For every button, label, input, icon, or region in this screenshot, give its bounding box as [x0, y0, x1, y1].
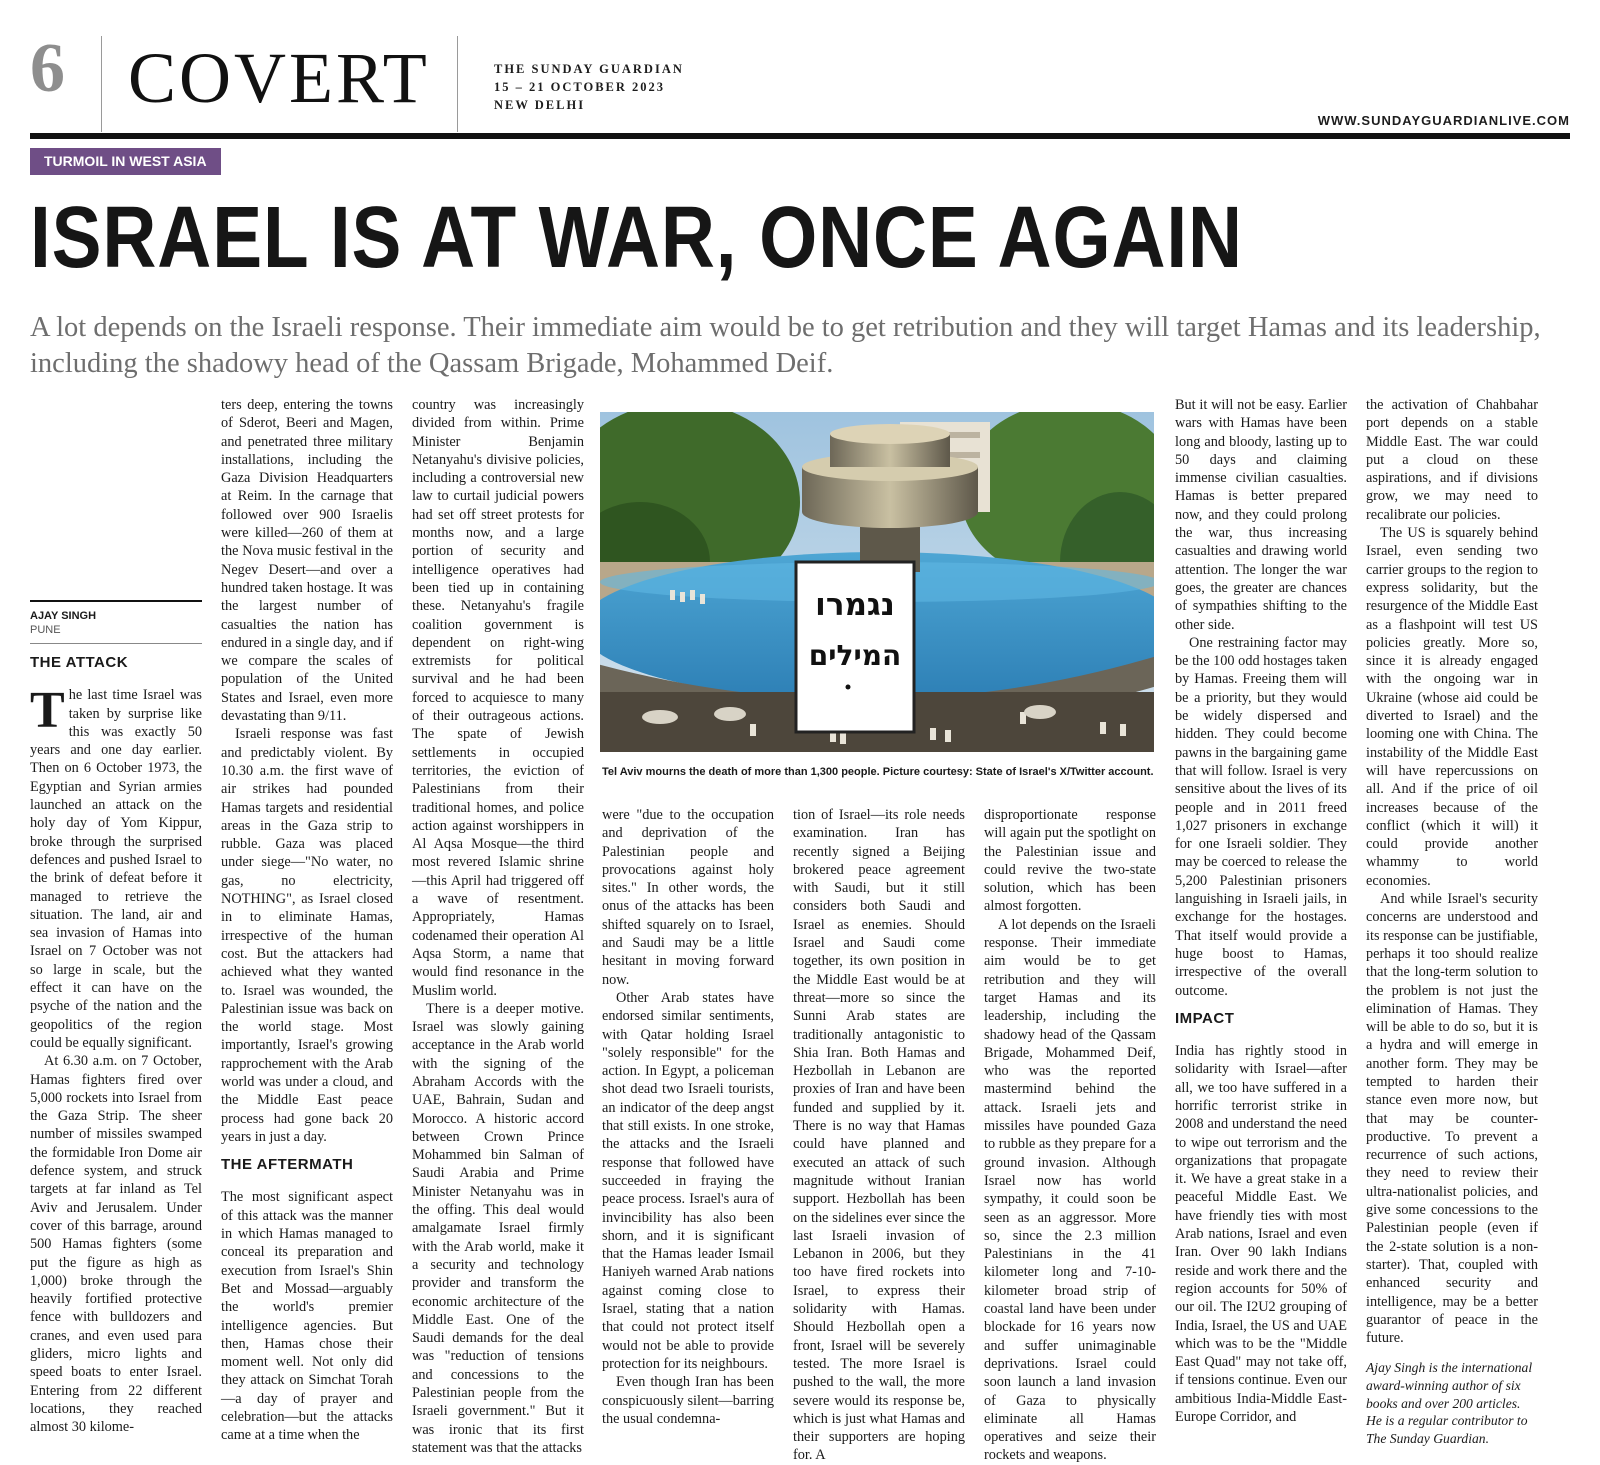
- author-bio: Ajay Singh is the international award-winning author of six books and over 200 articles. He is a regular contributor to The Sunday Guardian.: [1366, 1360, 1533, 1446]
- paragraph: disproportionate response will again put the spotlight on the Palestinian issue and could revive the two-state solution, which has been almost forgotten.: [984, 807, 1156, 915]
- issue-city: NEW DELHI: [494, 98, 586, 113]
- paragraph: India has rightly stood in solidarity with Israel—after all, we too have suffered in a horrific terrorist strike in 2008 and understand the need to wipe out terrorism and the organizations that propagate it. We have a great stake in a peaceful Middle East. We have friendly ties with most Arab nations, Israel and even Iran. Over 90 lakh Indians reside and work there and the region accounts for 50% of our oil. The I2U2 grouping of India, Israel, the US and UAE which was to be the "Middle East Quad" may not take off, if tensions continue. Even our ambitious India-Middle East-Europe Corridor, and: [1175, 1043, 1347, 1426]
- paragraph: were "due to the occupation and deprivation of the Palestinian people and provocations against holy sites." In other words, the onus of the attacks has been shifted squarely on to Israel, and Saudi may be a little hesitant in moving forward now.: [602, 807, 774, 988]
- author-location: PUNE: [30, 624, 61, 636]
- paragraph: Other Arab states have endorsed similar sentiments, with Qatar holding Israel "solely responsible" for the action. In Egypt, a policeman shot dead two Israeli tourists, an indicator of the deep angst that still exists. In one stroke, the attacks and the Israeli response that followed have succeeded in fraying the peace process. Israel's aura of invincibility has also been shorn, and it is significant that the Hamas leader Ismail Haniyeh warned Arab nations against coming close to Israel, stating that a nation that could not protect itself would not be able to provide protection for its neighbours.: [602, 989, 774, 1372]
- drop-cap: T: [30, 682, 65, 740]
- article-column-6: [984, 806, 1156, 1465]
- article-column-5: [793, 806, 965, 1465]
- paragraph: At 6.30 a.m. on 7 October, Hamas fighters fired over 5,000 rockets into Israel from the Gaza Strip. The sheer number of missiles swamped the formidable Iron Dome air defence system, and struck targets at far inland as Tel Aviv and Jerusalem. Under cover of this barrage, around 500 Hamas fighters (some put the figure as high as 1,000) broke through the heavily fortified protective fence with bulldozers and cranes, and even used para gliders, micro lights and speed boats to enter Israel. Entering from 22 different locations, they reached almost 30 kilome-: [30, 1053, 202, 1436]
- masthead-divider: [101, 36, 102, 132]
- paragraph: The most significant aspect of this attack was the manner in which Hamas managed to conceal its preparation and execution from Israel's Shin Bet and Mossad—arguably the world's premier intelligence agencies. But then, Hamas chose their moment well. Not only did they attack on Simchat Torah—a day of prayer and celebration—but the attacks came at a time when the: [221, 1189, 393, 1444]
- photo-caption: Tel Aviv mourns the death of more than 1,300 people. Picture courtesy: State of Israel's X/Twitter account.: [602, 766, 1154, 778]
- issue-date: 15 – 21 OCTOBER 2023: [494, 80, 666, 95]
- paragraph: But it will not be easy. Earlier wars with Hamas have been long and bloody, lasting up to 50 days and claiming immense civilian casualties. Hamas is better prepared now, and they could prolong the war, thus increasing casualties and drawing world attention. The longer the war goes, the greater are chances of sympathies shifting to the other side.: [1175, 397, 1347, 633]
- sign-text-line-1: נגמרו: [815, 587, 895, 623]
- article-column-2: [221, 396, 393, 1445]
- byline-divider: [30, 643, 202, 644]
- paper-name: THE SUNDAY GUARDIAN: [494, 62, 684, 76]
- paragraph: The last time Israel was taken by surprise like this was exactly 50 years and one day earlier. Then on 6 October 1973, the Egyptian and Syrian armies launched an attack on the holy day of Yom Kippur, broke through the surprised defences and pushed Israel to the brink of defeat before it managed to retrieve the situation. The land, air and sea invasion of Hamas into Israel on 7 October was not so large in scale, but the effect it can have on the psyche of the nation and the geopolitics of the region could be equally significant.: [30, 682, 202, 1051]
- paragraph: A lot depends on the Israeli response. Their immediate aim would be to get retribution and they will target Hamas and its leadership, including the shadowy head of the Qassam Brigade, Mohammed Deif, who was the reported mastermind behind the attack. Israeli jets and missiles have pounded Gaza to rubble as they prepare for a ground invasion. Although Israel now has world sympathy, it could soon be seen as an aggressor. More so, since the 2.3 million Palestinians in the 41 kilometer long and 7-10-kilometer broad strip of coastal land have been under blockade for 16 years now and suffer unimaginable deprivations. Israel could soon launch a land invasion of Gaza to physically eliminate all Hamas operatives and seize their rockets and weapons.: [984, 916, 1156, 1464]
- masthead-divider: [457, 36, 458, 132]
- paragraph: the activation of Chahbahar port depends on a stable Middle East. The war could put a cloud on these aspirations, and if divisions grow, we may need to recalibrate our policies.: [1366, 397, 1538, 523]
- byline-rule: [30, 600, 202, 602]
- paragraph: The US is squarely behind Israel, even sending two carrier groups to the region to express solidarity, but the resurgence of the Middle East as a flashpoint will test US policies greatly. More so, since it is already engaged with the ongoing war in Ukraine (whose aid could be diverted to Israel) and the looming one with China. The instability of the Middle East will have repercussions on all. And if the price of oil increases because of the conflict (which it will) it could provide another whammy to world economies.: [1366, 525, 1538, 889]
- page-number: 6: [30, 30, 65, 107]
- paragraph: There is a deeper motive. Israel was slowly gaining acceptance in the Arab world with the signing of the Abraham Accords with the UAE, Bahrain, Sudan and Morocco. A historic accord between Crown Prince Mohammed bin Salman of Saudi Arabia and Prime Minister Netanyahu was in the offing. This deal would amalgamate Israel firmly with the Arab world, make it a security and technology provider and transform the economic architecture of the Middle East. One of the Saudi demands for the deal was "reduction of tensions and concessions to the Palestinian people from the Israeli government." But it was ironic that its first statement was that the attacks: [412, 1000, 584, 1456]
- paragraph: One restraining factor may be the 100 odd hostages taken by Hamas. Freeing them will be a priority, but they would be widely dispersed and hidden. They could become pawns in the bargaining game that will follow. Israel is very sensitive about the lives of its people and in 2011 freed 1,027 prisoners in exchange for one Israeli soldier. They may be coerced to release the 5,200 Palestinian prisoners languishing in Israeli jails, in exchange for the hostages. That itself would provide a huge boost to Hamas, irrespective of the overall outcome.: [1175, 634, 1347, 999]
- subhead-the-aftermath: THE AFTERMATH: [221, 1156, 354, 1174]
- deck: A lot depends on the Israeli response. Their immediate aim would be to get retribution and they will target Hamas and its leadership, including the shadowy head of the Qassam Brigade, Mohammed Deif.: [30, 312, 1541, 379]
- tel-aviv-fountain-photo: [600, 412, 1154, 752]
- paper-info: [494, 60, 684, 114]
- paragraph: ters deep, entering the towns of Sderot, Beeri and Magen, and penetrated three military installations, including the Gaza Division Headquarters at Reim. In the carnage that followed over 900 Israelis were killed—260 of them at the Nova music festival in the Negev Desert—and over a hundred taken hostage. It was the largest number of casualties the nation has endured in a single day, and if we compare the scales of population of the United States and Israel, even more devastating than 9/11.: [221, 397, 393, 725]
- paragraph: tion of Israel—its role needs examination. Iran has recently signed a Beijing brokered peace agreement with Saudi, but it still considers both Saudi and Israel as enemies. Should Israel and Saudi come together, its own position in the Middle East would be at threat—more so since the Sunni Arab states are traditionally antagonistic to Shia Iran. Both Hamas and Hezbollah in Lebanon are proxies of Iran and have been funded and supplied by it. There is no way that Hamas could have planned and executed an attack of such magnitude without Iranian support. Hezbollah has been on the sidelines ever since the last Israeli invasion of Lebanon in 2006, but they too have fired rockets into Israel, to express their solidarity with Hamas. Should Hezbollah open a front, Israel will be severely tested. The more Israel is pushed to the wall, the more severe would its response be, which is just what Hamas and their supporters are hoping for. A: [793, 807, 965, 1464]
- paragraph: And while Israel's security concerns are understood and its response can be justifiable, perhaps it too should realize that the long-term solution to the problem is not just the elimination of Hamas. They will be able to do so, but it is a hydra and will emerge in another form. They may be tempted to harden their stance even more now, but that may be counter-productive. To prevent a recurrence of such actions, they need to review their ultra-nationalist policies, and give some concessions to the Palestinian people (even if the 2-state solution is a non-starter). That, coupled with enhanced security and intelligence, may be a better guarantor of peace in the future.: [1366, 891, 1538, 1347]
- news-photo: [600, 412, 1154, 752]
- article-column-4: [602, 806, 774, 1428]
- section-kicker: TURMOIL IN WEST ASIA: [30, 148, 221, 175]
- section-title: COVERT: [128, 38, 430, 118]
- article-column-8: [1366, 396, 1538, 1447]
- subhead-the-attack: THE ATTACK: [30, 654, 129, 671]
- headline: ISRAEL IS AT WAR, ONCE AGAIN: [30, 189, 1243, 286]
- article-column-3: [412, 396, 584, 1457]
- paragraph: Israeli response was fast and predictably violent. By 10.30 a.m. the first wave of air strikes had pounded Hamas targets and residential areas in the Gaza strip to rubble. Gaza was placed under siege—"No water, no gas, no electricity, NOTHING", as Israel closed in to eliminate Hamas, irrespective of the human cost. But the attackers had achieved what they wanted to. Israel was wounded, the Palestinian issue was back on the world stage. Most importantly, Israel's growing rapprochement with the Arab world was under a cloud, and the Middle East peace process had gone back 20 years in just a day.: [221, 726, 393, 1145]
- masthead-rule: [30, 133, 1570, 139]
- article-column-7: [1175, 396, 1347, 1426]
- article-column-1: [30, 600, 202, 1436]
- author-name: AJAY SINGH: [30, 610, 97, 622]
- website-url[interactable]: WWW.SUNDAYGUARDIANLIVE.COM: [1317, 113, 1570, 128]
- sign-text-line-2: המילים: [808, 639, 902, 672]
- paragraph: country was increasingly divided from within. Prime Minister Benjamin Netanyahu's divisive policies, including a controversial new law to curtail judicial powers had set off street protests for months now, and a large portion of security and intelligence operatives had been tied up in containing these. Netanyahu's fragile coalition government is dependent on right-wing extremists for political survival and he had been forced to acquiesce to many of their outrageous actions. The spate of Jewish settlements in occupied territories, the eviction of Palestinians from their traditional homes, and police action against worshippers in Al Aqsa Mosque—the third most revered Islamic shrine—this April had triggered off a wave of resentment. Appropriately, Hamas codenamed their operation Al Aqsa Storm, a name that would find resonance in the Muslim world.: [412, 397, 584, 999]
- subhead-impact: IMPACT: [1175, 1009, 1235, 1027]
- paragraph: Even though Iran has been conspicuously silent—barring the usual condemna-: [602, 1374, 774, 1427]
